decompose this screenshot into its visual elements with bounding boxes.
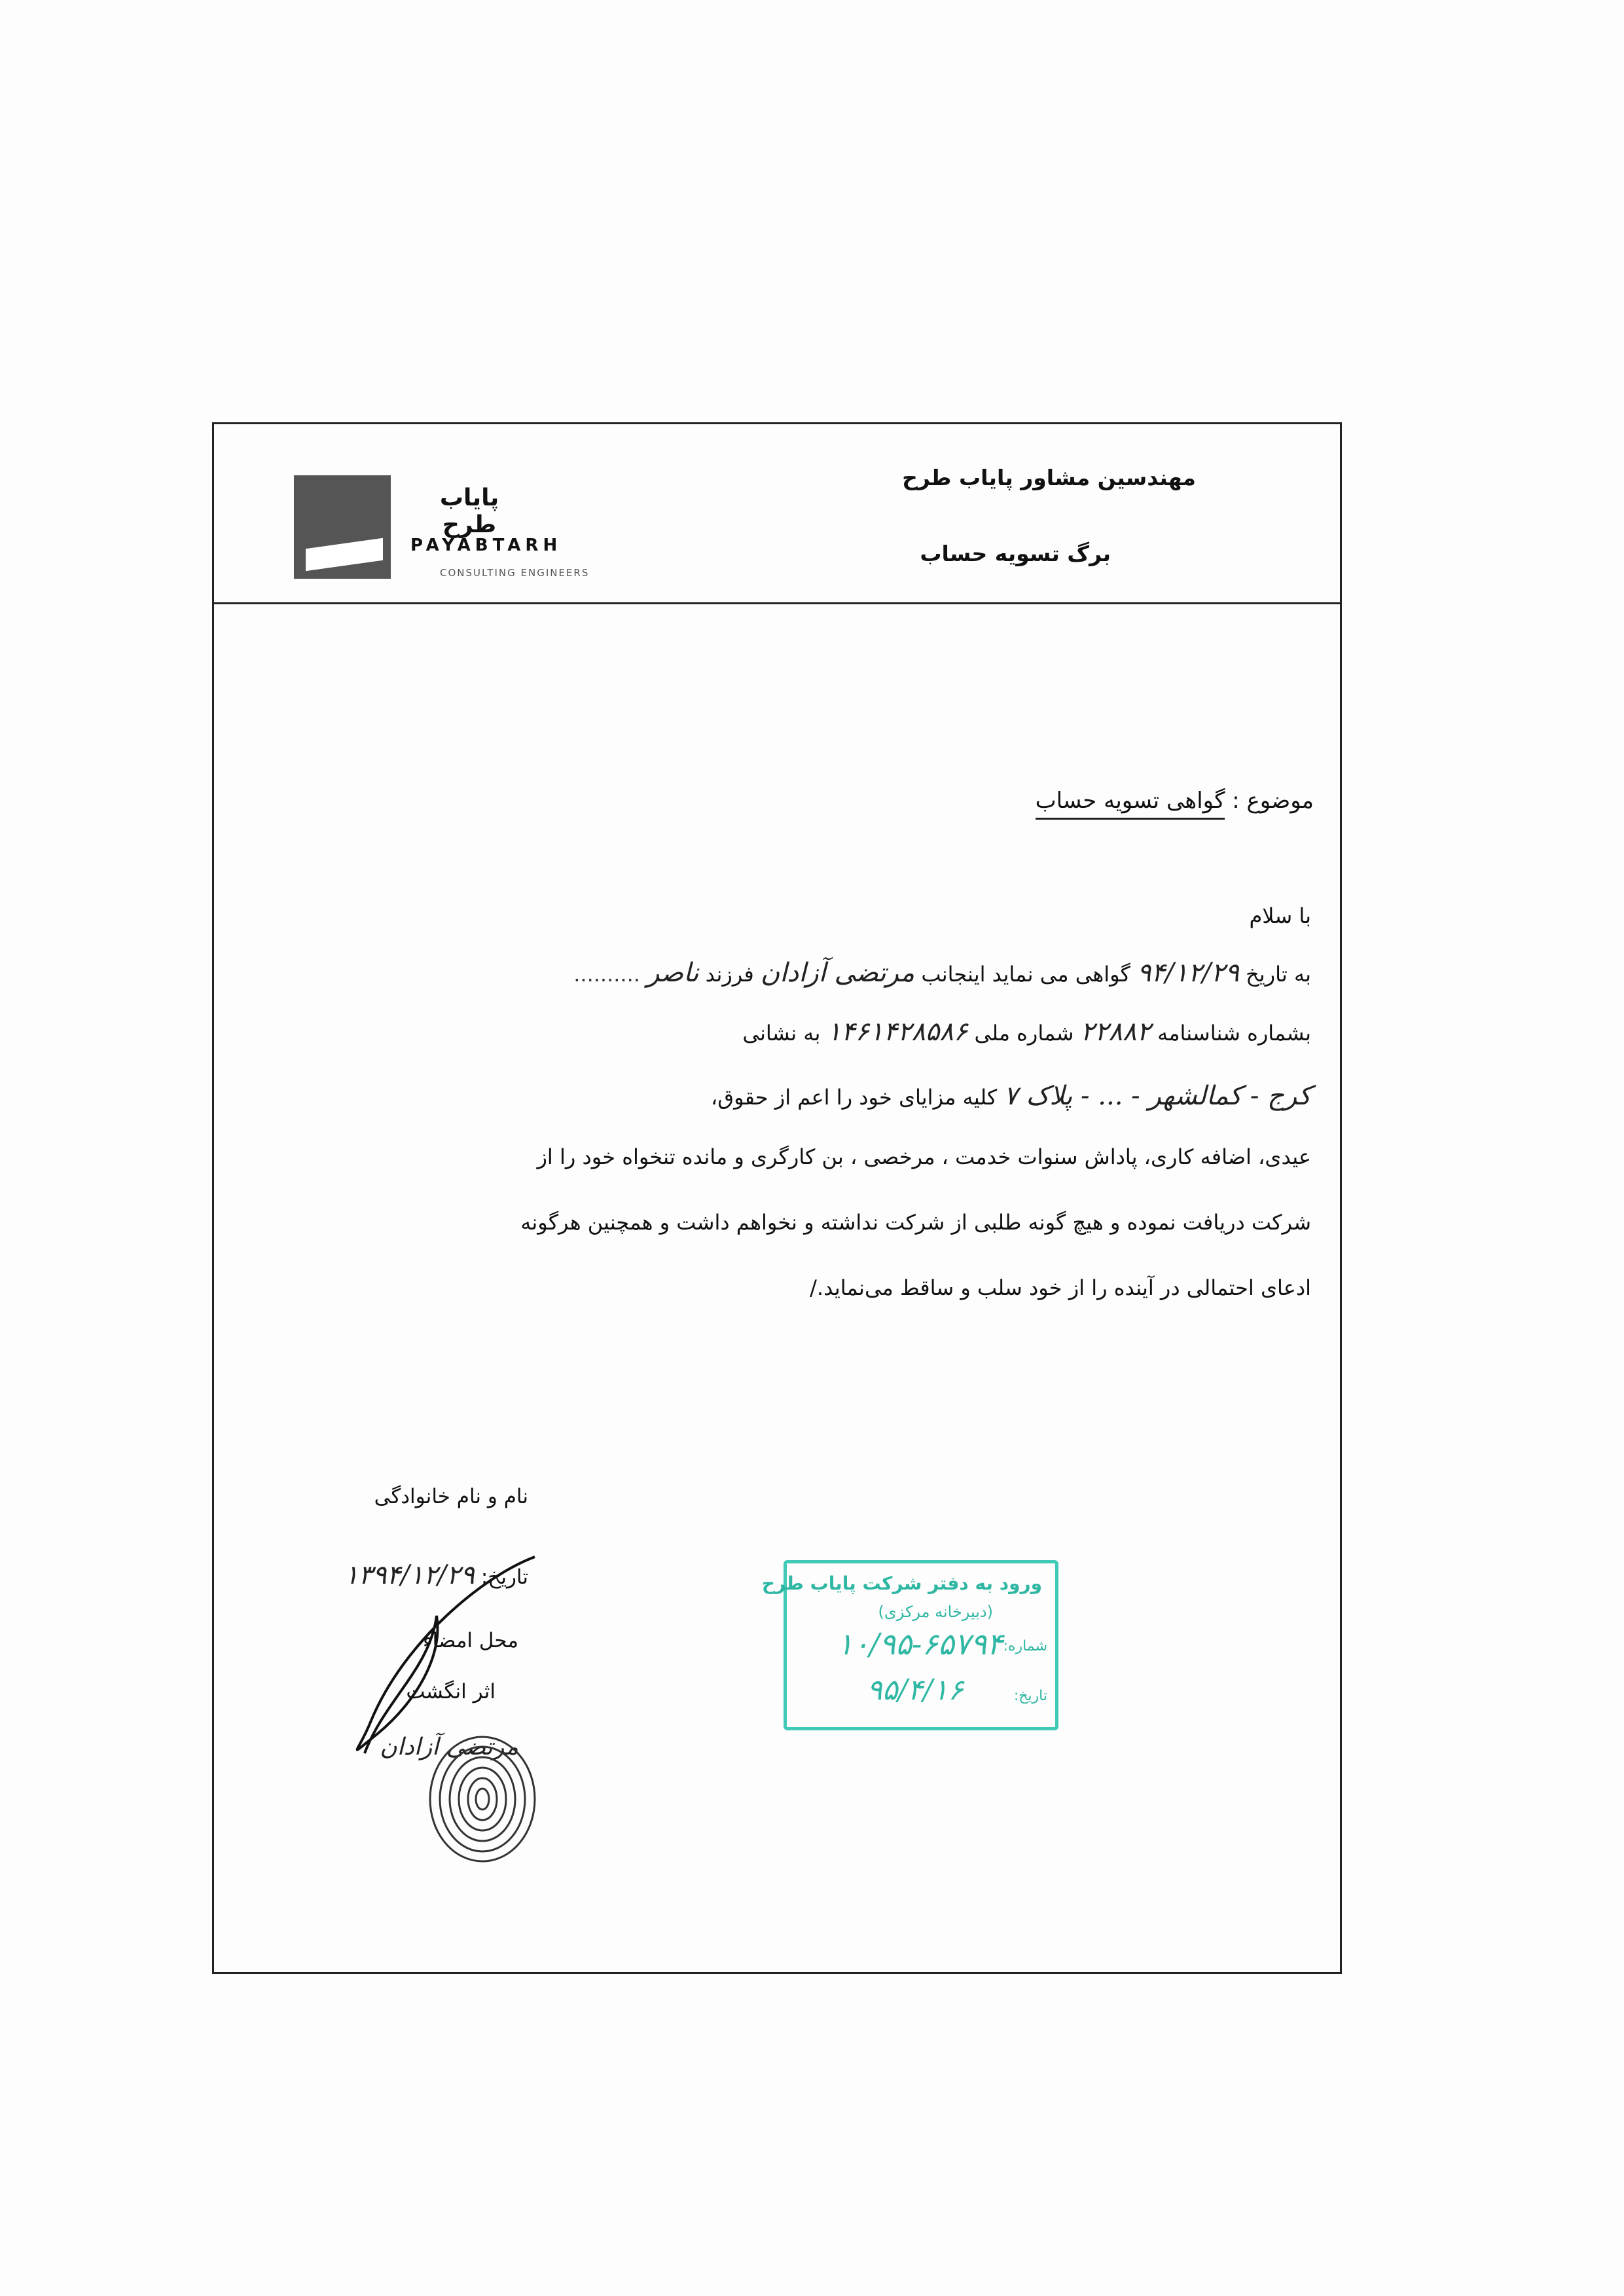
handwritten-date: ۹۴/۱۲/۲۹ [1137,958,1239,988]
certify-text: گواهی می نماید اینجانب [921,962,1130,987]
stamp-date-value: ۹۵/۴/۱۶ [867,1673,964,1707]
company-name: مهندسین مشاور پایاب طرح [902,465,1196,490]
stamp-subtitle: (دبیرخانه مرکزی) [878,1603,993,1621]
body-line-6: ادعای احتمالی در آینده را از خود سلب و ساقط می‌نماید./ [810,1275,1311,1300]
handwritten-national-id: ۱۴۶۱۴۲۸۵۸۶ [827,1017,968,1047]
subject-line [1036,788,1314,814]
date-prefix: به تاریخ [1246,962,1311,987]
logo-english-text: PAYABTARH [410,536,562,555]
handwritten-id-number: ۲۲۸۸۲ [1080,1017,1151,1047]
body-line-3 [711,1081,1311,1111]
subject-value: گواهی تسویه حساب [1036,788,1225,820]
handwritten-father-name: ناصر [647,958,699,988]
document-frame [212,422,1342,1974]
body-line-1 [573,958,1311,988]
subject-label: موضوع : [1232,788,1314,814]
signature-date-value: ۱۳۹۴/۱۲/۲۹ [344,1560,475,1590]
stamp-number-value: ۱۰/۹۵-۶۵۷۹۴ [837,1626,1003,1662]
handwritten-address: کرج - کمالشهر - ... - پلاک ۷ [1003,1081,1311,1111]
blank-dots: .......... [573,962,640,987]
stamp-number-label: شماره: [1003,1638,1047,1654]
body-line-5: شرکت دریافت نموده و هیچ گونه طلبی از شرکت نداشته و نخواهم داشت و همچنین هرگونه [520,1210,1311,1235]
address-label: به نشانی [742,1021,821,1046]
benefits-text: کلیه مزایای خود را اعم از حقوق، [710,1085,998,1110]
id-label: بشماره شناسنامه [1157,1021,1311,1046]
fingerprint-label: اثر انگشت [406,1680,496,1704]
form-title: برگ تسویه حساب [920,541,1111,566]
fingerprint-mark [417,1727,548,1871]
body-line-4: عیدی، اضافه کاری، پاداش سنوات خدمت ، مرخصی ، بن کارگری و مانده تنخواه خود را از [537,1144,1311,1169]
signature-date-label: تاریخ: [480,1565,528,1589]
national-id-label: شماره ملی [974,1021,1074,1046]
child-of-text: فرزند [705,962,754,987]
stamp-date-label: تاریخ: [1013,1688,1047,1704]
logo-persian-text: پایاب طرح [439,484,499,538]
logo-subtitle: CONSULTING ENGINEERS [440,567,590,579]
stamp-title: ورود به دفتر شرکت پایاب طرح [761,1573,1042,1594]
salutation: با سلام [1249,903,1311,928]
registration-stamp [761,1560,1058,1730]
letterhead [214,424,1340,604]
body-line-2 [742,1017,1311,1047]
company-logo [294,475,391,579]
signed-name: مرتضی آزادان [380,1734,518,1760]
full-name-label: نام و نام خانوادگی [374,1485,528,1508]
signature-place-label: محل امضاء [422,1629,518,1652]
handwritten-name: مرتضی آزادان [760,958,915,988]
